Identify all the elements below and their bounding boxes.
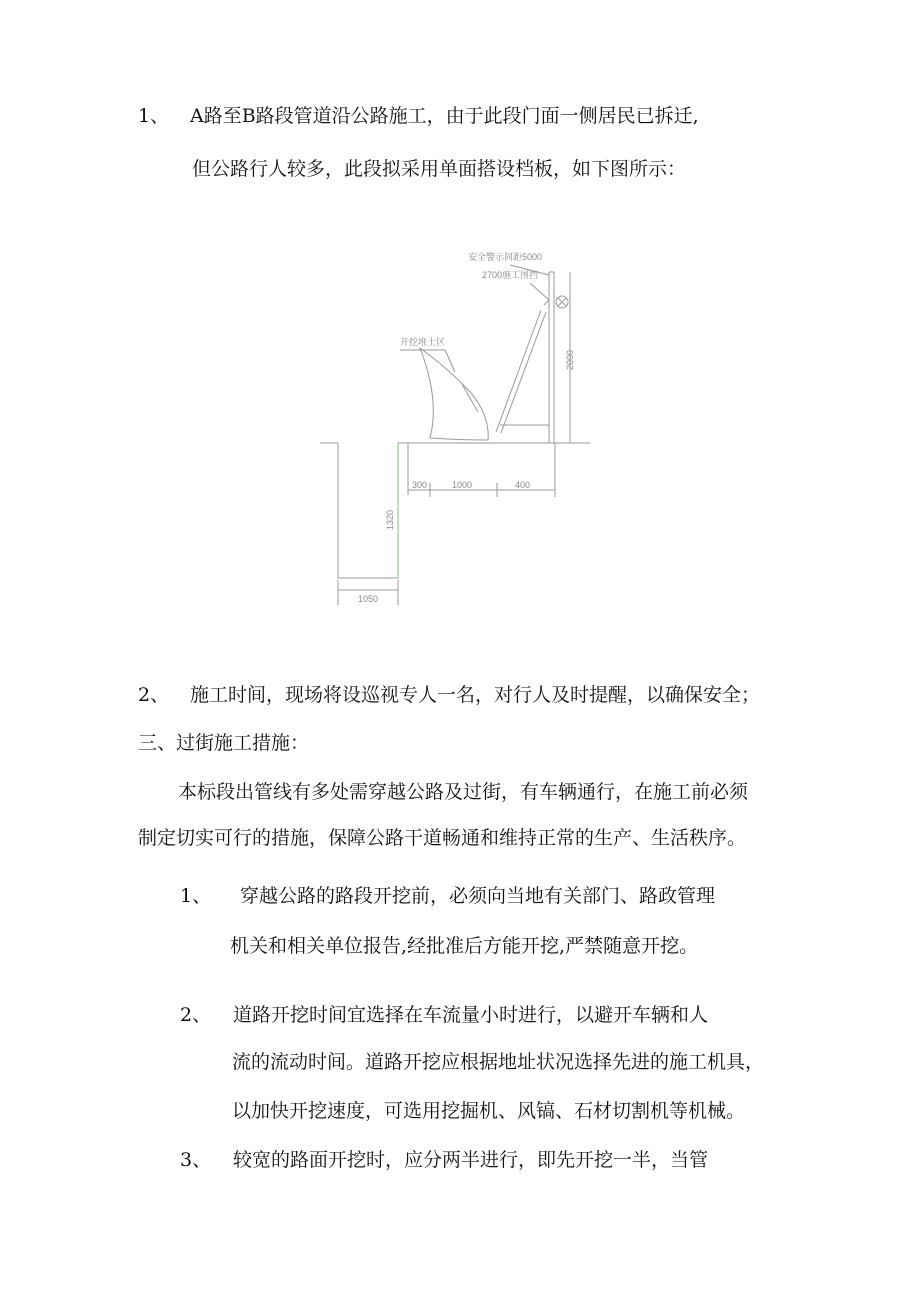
sub-item-number-3: 3、 xyxy=(180,1149,212,1171)
fence-brace-1 xyxy=(496,310,541,432)
sub-item-number-1: 1、 xyxy=(180,885,212,907)
fence-brace-2 xyxy=(501,312,546,433)
item-number-1: 1、 xyxy=(138,105,170,127)
sub-item-2-line-1: 道路开挖时间宜选择在车流量小时进行，以避开车辆和人 xyxy=(233,1004,709,1026)
section-heading: 三、过街施工措施： xyxy=(138,732,310,754)
label-warning: 安全警示间距5000 xyxy=(468,252,543,262)
dim-width: 1050 xyxy=(358,594,379,604)
label-fence: 2700施工围挡 xyxy=(482,270,539,280)
sub-item-1-line-1: 穿越公路的路段开挖前，必须向当地有关部门、路政管理 xyxy=(240,885,716,907)
paragraph-line-1: 本标段出管线有多处需穿越公路及过街，有车辆通行，在施工前必须 xyxy=(178,781,749,803)
label-excavation: 开挖堆土区 xyxy=(400,337,446,347)
leader-fence xyxy=(530,283,549,300)
sub-item-2-line-2: 流的流动时间。道路开挖应根据地址状况选择先进的施工机具， xyxy=(232,1051,765,1073)
sub-item-2-line-3: 以加快开挖速度，可选用挖掘机、风镐、石材切割机等机械。 xyxy=(232,1100,746,1122)
item-number-2: 2、 xyxy=(138,684,170,706)
dim-gap-3: 400 xyxy=(515,480,531,490)
dim-depth: 1320 xyxy=(385,509,395,530)
paragraph-line-2: 制定切实可行的措施，保障公路干道畅通和维持正常的生产、生活秩序。 xyxy=(138,827,747,849)
dim-gap-2: 1000 xyxy=(452,480,473,490)
dim-gap-1: 300 xyxy=(412,480,428,490)
item-1-line-1: A路至B路段管道沿公路施工，由于此段门面一侧居民已拆迁, xyxy=(190,105,699,127)
item-2-text: 施工时间，现场将设巡视专人一名，对行人及时提醒，以确保安全； xyxy=(190,684,761,706)
sub-item-number-2: 2、 xyxy=(180,1004,212,1026)
dirt-pile-shade xyxy=(462,384,478,412)
item-1-line-2: 但公路行人较多，此段拟采用单面搭设档板，如下图所示： xyxy=(192,158,687,180)
dirt-pile xyxy=(420,348,488,440)
dim-fence-height: 2000 xyxy=(565,349,575,370)
sub-item-1-line-2: 机关和相关单位报告,经批准后方能开挖,严禁随意开挖。 xyxy=(230,935,699,957)
sub-item-3-line-1: 较宽的路面开挖时，应分两半进行，即先开挖一半，当管 xyxy=(233,1149,709,1171)
